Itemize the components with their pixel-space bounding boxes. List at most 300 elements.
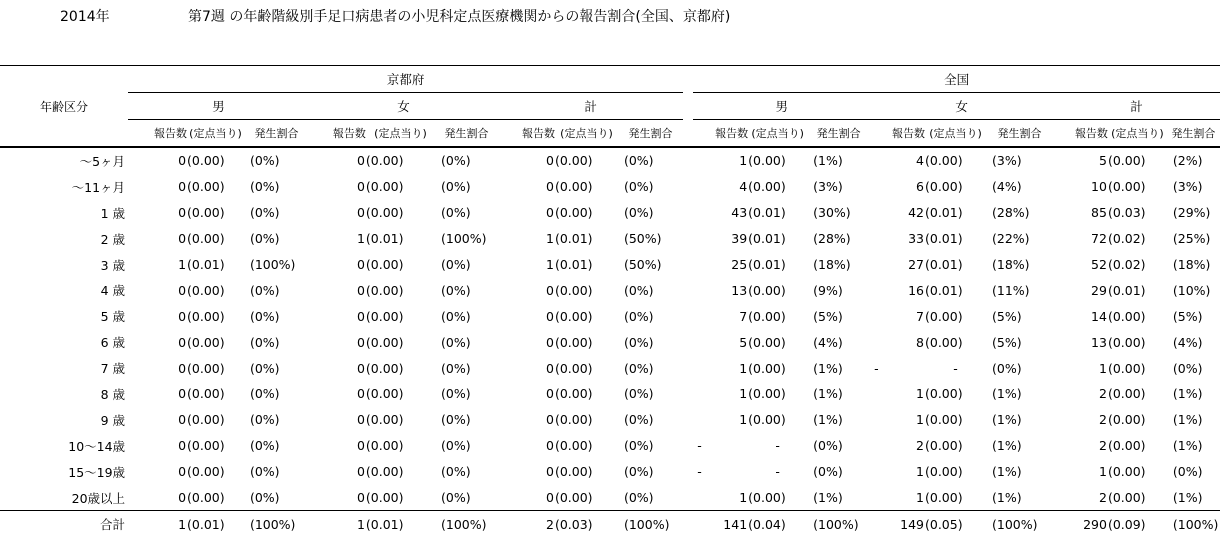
age-label: 3 歳 [100, 257, 126, 273]
per-sentinel: (0.00) [925, 308, 963, 324]
report-count: 0 [356, 205, 365, 221]
occurrence-ratio: (0%) [1172, 360, 1203, 376]
total-label: 合計 [0, 511, 128, 537]
report-count: 72 [1091, 231, 1107, 247]
report-count: 13 [731, 282, 748, 298]
occurrence-ratio: (100%) [435, 511, 498, 537]
occurrence-ratio: (1%) [991, 464, 1022, 480]
per-sentinel: (0.01) [554, 231, 593, 247]
report-count: 1 [739, 386, 748, 402]
occurrence-ratio: (0%) [623, 464, 654, 480]
per-sentinel: (0.00) [925, 334, 963, 350]
report-count: 43 [731, 205, 748, 221]
per-sentinel: (0.05) [925, 511, 986, 537]
per-sentinel: (0.00) [187, 153, 225, 169]
sub-header-per: (定点当り) [555, 120, 618, 148]
sex-header-male: 男 [693, 93, 870, 120]
report-count: 1 [916, 464, 924, 480]
sub-header-count: 報告数 [498, 120, 555, 148]
sub-header-count: 報告数 [309, 120, 366, 148]
report-count: 2 [1098, 412, 1107, 428]
per-sentinel: (0.00) [554, 438, 593, 454]
per-sentinel: (0.00) [748, 360, 786, 376]
report-count: 1 [739, 360, 748, 376]
per-sentinel: (0.00) [748, 386, 786, 402]
report-count: 0 [178, 231, 187, 247]
column-gap [683, 381, 693, 407]
occurrence-ratio: (0%) [249, 464, 280, 480]
sub-header-count: 報告数 [1053, 120, 1108, 148]
table-row [0, 329, 1220, 355]
per-sentinel: (0.00) [925, 179, 963, 195]
report-count: 0 [546, 308, 554, 324]
report-count: 1 [356, 231, 365, 247]
age-label: 6 歳 [100, 335, 126, 351]
report-count: 0 [356, 360, 365, 376]
per-sentinel: (0.00) [187, 386, 225, 402]
per-sentinel: (0.00) [925, 438, 963, 454]
occurrence-ratio: (18%) [1172, 257, 1211, 272]
per-sentinel: (0.00) [187, 334, 225, 350]
per-sentinel: (0.00) [748, 153, 786, 169]
report-count: 149 [870, 511, 925, 537]
report-count: 2 [1098, 490, 1107, 506]
per-sentinel: (0.00) [187, 490, 225, 506]
report-count: 0 [546, 282, 554, 298]
sub-header-per: (定点当り) [366, 120, 435, 148]
occurrence-ratio: (18%) [813, 257, 851, 272]
report-count: 0 [356, 412, 365, 428]
report-count: 0 [356, 257, 365, 272]
occurrence-ratio: (0%) [441, 153, 471, 169]
header-gap [683, 120, 693, 148]
report-count: 0 [546, 490, 554, 506]
per-sentinel: (0.01) [366, 511, 435, 537]
per-sentinel: (0.00) [1107, 490, 1146, 506]
report-count: 0 [178, 153, 187, 169]
report-count: 1 [739, 412, 748, 428]
occurrence-ratio: (0%) [623, 308, 654, 324]
sub-header-per: (定点当り) [187, 120, 244, 148]
occurrence-ratio: (0%) [623, 179, 654, 195]
report-count: 1 [916, 412, 924, 428]
occurrence-ratio: (1%) [813, 360, 843, 376]
per-sentinel: (0.00) [554, 334, 593, 350]
report-count: 0 [178, 360, 187, 376]
age-label: 8 歳 [100, 386, 126, 402]
occurrence-ratio: (0%) [441, 179, 471, 195]
report-count: 0 [178, 205, 187, 221]
occurrence-ratio: (22%) [991, 231, 1030, 247]
occurrence-ratio: (1%) [1172, 490, 1203, 506]
occurrence-ratio: (0%) [813, 438, 843, 454]
report-count: 1 [1098, 464, 1107, 480]
occurrence-ratio: (0%) [441, 490, 471, 506]
report-count: 0 [546, 334, 554, 350]
report-count: 1 [916, 386, 924, 402]
sub-header-ratio: 発生割合 [618, 120, 683, 148]
occurrence-ratio: (1%) [991, 386, 1022, 402]
sub-header-ratio: 発生割合 [1167, 120, 1220, 148]
occurrence-ratio: (0%) [623, 205, 654, 221]
report-count: 0 [356, 438, 365, 454]
sub-header-count: 報告数 [128, 120, 187, 148]
sub-header-count: 報告数 [693, 120, 748, 148]
occurrence-ratio: (0%) [249, 231, 280, 247]
column-gap [683, 277, 693, 303]
report-count: 1 [1098, 360, 1107, 376]
report-count: 13 [1091, 334, 1107, 350]
per-sentinel: (0.00) [365, 438, 404, 454]
report-count: 1 [546, 257, 554, 272]
per-sentinel: (0.01) [187, 257, 225, 272]
occurrence-ratio: (3%) [991, 153, 1022, 169]
occurrence-ratio: (11%) [991, 282, 1030, 298]
occurrence-ratio: (0%) [441, 360, 471, 376]
age-label: 20歳以上 [71, 490, 126, 506]
occurrence-ratio: (1%) [813, 412, 843, 428]
report-count: 0 [356, 308, 365, 324]
per-sentinel: (0.00) [748, 308, 786, 324]
report-count: 8 [916, 334, 924, 350]
report-count: 4 [739, 179, 748, 195]
per-sentinel: (0.01) [925, 231, 963, 247]
per-sentinel: (0.00) [187, 412, 225, 428]
report-title: 第7週 の年齢階級別手足口病患者の小児科定点医療機関からの報告割合(全国、京都府) [188, 9, 731, 25]
report-count: 25 [731, 257, 748, 272]
age-label: 5 歳 [100, 309, 126, 325]
report-count: 0 [178, 464, 187, 480]
occurrence-ratio: (0%) [441, 412, 471, 428]
occurrence-ratio: (18%) [991, 257, 1030, 272]
per-sentinel: (0.00) [554, 179, 593, 195]
per-sentinel: (0.00) [365, 334, 404, 350]
per-sentinel: (0.00) [365, 412, 404, 428]
report-count: 1 [739, 490, 748, 506]
per-sentinel: (0.00) [1107, 179, 1146, 195]
per-sentinel: (0.00) [187, 308, 225, 324]
sub-header-per: (定点当り) [925, 120, 986, 148]
report-count: 2 [1098, 386, 1107, 402]
per-sentinel: (0.00) [187, 205, 225, 221]
age-distribution-table [0, 65, 1220, 537]
per-sentinel: (0.00) [925, 386, 963, 402]
occurrence-ratio: (100%) [618, 511, 683, 537]
age-label: 1 歳 [100, 205, 126, 221]
occurrence-ratio: (4%) [813, 334, 843, 350]
table-row [0, 147, 1220, 174]
per-sentinel: (0.00) [554, 205, 593, 221]
occurrence-ratio: (0%) [249, 153, 280, 169]
occurrence-ratio: (0%) [441, 308, 471, 324]
occurrence-ratio: (0%) [441, 257, 471, 272]
column-gap [683, 174, 693, 200]
per-sentinel: (0.00) [1107, 360, 1146, 376]
occurrence-ratio: (25%) [1172, 231, 1211, 247]
report-count: 85 [1091, 205, 1107, 221]
occurrence-ratio: (0%) [441, 438, 471, 454]
report-count: 0 [356, 464, 365, 480]
sex-header-female: 女 [309, 93, 498, 120]
occurrence-ratio: (100%) [441, 231, 487, 247]
report-count: 52 [1091, 257, 1107, 272]
column-gap [683, 303, 693, 329]
per-sentinel: (0.00) [554, 386, 593, 402]
occurrence-ratio: (0%) [249, 205, 280, 221]
report-count: 0 [356, 179, 365, 195]
report-count: 2 [498, 511, 555, 537]
table-row [0, 433, 1220, 459]
occurrence-ratio: (0%) [1172, 464, 1203, 480]
report-count: 10 [1091, 179, 1107, 195]
per-sentinel: (0.01) [748, 205, 786, 221]
per-sentinel: (0.01) [748, 231, 786, 247]
occurrence-ratio: (0%) [249, 179, 280, 195]
age-label: 7 歳 [100, 361, 126, 377]
per-sentinel: (0.00) [365, 153, 404, 169]
column-gap [683, 226, 693, 252]
report-count: 0 [178, 334, 187, 350]
per-sentinel: (0.00) [748, 412, 786, 428]
table-row [0, 381, 1220, 407]
occurrence-ratio: (0%) [249, 282, 280, 298]
per-sentinel: (0.00) [365, 257, 404, 272]
occurrence-ratio: (0%) [249, 438, 280, 454]
occurrence-ratio: (1%) [813, 386, 843, 402]
occurrence-ratio: (1%) [813, 153, 843, 169]
report-count: 0 [356, 153, 365, 169]
occurrence-ratio: (30%) [813, 205, 851, 221]
report-count: 0 [356, 490, 365, 506]
report-count: 7 [739, 308, 748, 324]
occurrence-ratio: (0%) [623, 386, 654, 402]
per-sentinel: (0.00) [925, 412, 963, 428]
per-sentinel: (0.01) [365, 231, 404, 247]
per-sentinel: (0.09) [1108, 511, 1167, 537]
per-sentinel: (0.00) [187, 438, 225, 454]
report-count: 0 [546, 412, 554, 428]
column-gap [683, 459, 693, 485]
occurrence-ratio: (0%) [441, 464, 471, 480]
report-count: 0 [178, 412, 187, 428]
age-label: 15～19歳 [68, 464, 126, 480]
age-label: 10～14歳 [68, 438, 126, 454]
occurrence-ratio: (29%) [1172, 205, 1211, 221]
table-row [0, 200, 1220, 226]
table-row [0, 485, 1220, 511]
occurrence-ratio: (28%) [991, 205, 1030, 221]
report-count: - [697, 438, 702, 454]
table-row [0, 226, 1220, 252]
report-count: 1 [916, 490, 924, 506]
occurrence-ratio: (0%) [623, 360, 654, 376]
column-gap [683, 433, 693, 459]
report-count: 1 [178, 257, 187, 272]
column-gap [683, 407, 693, 433]
sub-header-ratio: 発生割合 [807, 120, 870, 148]
column-gap [683, 200, 693, 226]
per-sentinel: (0.00) [1107, 412, 1146, 428]
per-sentinel: (0.00) [365, 360, 404, 376]
per-sentinel: (0.00) [554, 412, 593, 428]
sub-header-per: (定点当り) [748, 120, 807, 148]
report-count: 141 [693, 511, 748, 537]
table-row [0, 355, 1220, 381]
report-count: 0 [546, 464, 554, 480]
per-sentinel: (0.00) [187, 464, 225, 480]
per-sentinel: (0.00) [187, 179, 225, 195]
column-gap [683, 511, 693, 537]
occurrence-ratio: (5%) [991, 308, 1022, 324]
report-count: 1 [739, 153, 748, 169]
report-count: 0 [356, 386, 365, 402]
report-count: 0 [546, 179, 554, 195]
occurrence-ratio: (1%) [1172, 386, 1203, 402]
report-count: 0 [546, 360, 554, 376]
report-count: 290 [1053, 511, 1108, 537]
sex-header-total: 計 [1053, 93, 1220, 120]
per-sentinel: (0.00) [925, 153, 963, 169]
report-count: 0 [546, 438, 554, 454]
per-sentinel: (0.00) [748, 179, 786, 195]
table-row [0, 174, 1220, 200]
per-sentinel: (0.00) [365, 308, 404, 324]
report-count: 0 [546, 205, 554, 221]
occurrence-ratio: (4%) [991, 179, 1022, 195]
occurrence-ratio: (5%) [991, 334, 1022, 350]
occurrence-ratio: (0%) [623, 153, 654, 169]
occurrence-ratio: (100%) [807, 511, 870, 537]
occurrence-ratio: (2%) [1172, 153, 1203, 169]
occurrence-ratio: (0%) [249, 490, 280, 506]
report-count: 29 [1091, 282, 1107, 298]
per-sentinel: (0.00) [554, 464, 593, 480]
report-count: 1 [546, 231, 554, 247]
sub-header-ratio: 発生割合 [986, 120, 1053, 148]
report-count: 27 [908, 257, 924, 272]
table-row [0, 252, 1220, 278]
occurrence-ratio: (0%) [623, 438, 654, 454]
per-sentinel: (0.00) [554, 490, 593, 506]
table-row [0, 459, 1220, 485]
occurrence-ratio: (5%) [813, 308, 843, 324]
per-sentinel: (0.00) [925, 490, 963, 506]
per-sentinel: (0.00) [365, 205, 404, 221]
report-count: 0 [178, 308, 187, 324]
age-label: 4 歳 [100, 283, 126, 299]
report-count: 14 [1091, 308, 1107, 324]
occurrence-ratio: (1%) [1172, 412, 1203, 428]
per-sentinel: (0.00) [554, 308, 593, 324]
occurrence-ratio: (1%) [813, 490, 843, 506]
per-sentinel: (0.03) [1107, 205, 1146, 221]
per-sentinel: (0.00) [1107, 386, 1146, 402]
report-count: 33 [908, 231, 924, 247]
report-year: 2014年 [60, 9, 110, 25]
occurrence-ratio: (1%) [991, 490, 1022, 506]
occurrence-ratio: (0%) [249, 412, 280, 428]
occurrence-ratio: (0%) [249, 334, 280, 350]
occurrence-ratio: (50%) [623, 231, 662, 247]
per-sentinel: (0.00) [1107, 308, 1146, 324]
per-sentinel: (0.00) [748, 334, 786, 350]
occurrence-ratio: (100%) [244, 511, 309, 537]
column-gap [683, 147, 693, 174]
per-sentinel: (0.00) [365, 464, 404, 480]
per-sentinel: - [953, 360, 958, 376]
occurrence-ratio: (3%) [1172, 179, 1203, 195]
occurrence-ratio: (0%) [623, 412, 654, 428]
sub-header-per: (定点当り) [1108, 120, 1167, 148]
occurrence-ratio: (0%) [441, 205, 471, 221]
age-label: 9 歳 [100, 412, 126, 428]
per-sentinel: (0.00) [365, 386, 404, 402]
report-count: 0 [356, 334, 365, 350]
occurrence-ratio: (0%) [441, 334, 471, 350]
table-row [0, 303, 1220, 329]
per-sentinel: (0.02) [1107, 257, 1146, 272]
occurrence-ratio: (50%) [623, 257, 662, 272]
report-count: 16 [908, 282, 924, 298]
per-sentinel: (0.01) [925, 282, 963, 298]
report-count: 1 [309, 511, 366, 537]
report-count: 39 [731, 231, 748, 247]
per-sentinel: (0.01) [1107, 282, 1146, 298]
sub-header-ratio: 発生割合 [244, 120, 309, 148]
occurrence-ratio: (0%) [623, 334, 654, 350]
occurrence-ratio: (28%) [813, 231, 851, 247]
report-count: 0 [178, 386, 187, 402]
per-sentinel: (0.00) [187, 360, 225, 376]
sex-header-male: 男 [128, 93, 309, 120]
sex-header-female: 女 [870, 93, 1053, 120]
per-sentinel: (0.00) [748, 490, 786, 506]
sex-header-total: 計 [498, 93, 683, 120]
occurrence-ratio: (0%) [249, 386, 280, 402]
report-count: 42 [908, 205, 924, 221]
occurrence-ratio: (100%) [986, 511, 1053, 537]
per-sentinel: (0.00) [187, 231, 225, 247]
occurrence-ratio: (1%) [1172, 438, 1203, 454]
report-count: 0 [178, 490, 187, 506]
per-sentinel: (0.00) [187, 282, 225, 298]
report-count: 0 [178, 282, 187, 298]
occurrence-ratio: (0%) [623, 282, 654, 298]
report-count: 7 [916, 308, 924, 324]
occurrence-ratio: (3%) [813, 179, 843, 195]
report-count: 0 [356, 282, 365, 298]
occurrence-ratio: (9%) [813, 282, 843, 298]
table-row [0, 407, 1220, 433]
per-sentinel: (0.00) [365, 282, 404, 298]
occurrence-ratio: (1%) [991, 438, 1022, 454]
per-sentinel: (0.00) [365, 179, 404, 195]
column-gap [683, 355, 693, 381]
per-sentinel: (0.00) [365, 490, 404, 506]
per-sentinel: (0.01) [187, 511, 244, 537]
age-group-header-cell [0, 66, 128, 148]
per-sentinel: (0.00) [554, 360, 593, 376]
age-label: ～5ヶ月 [79, 153, 126, 169]
occurrence-ratio: (0%) [623, 490, 654, 506]
per-sentinel: - [775, 464, 780, 480]
occurrence-ratio: (10%) [1172, 282, 1211, 298]
occurrence-ratio: (0%) [441, 282, 471, 298]
per-sentinel: (0.00) [1107, 464, 1146, 480]
per-sentinel: (0.00) [925, 464, 963, 480]
sub-header-ratio: 発生割合 [435, 120, 498, 148]
occurrence-ratio: (0%) [249, 308, 280, 324]
